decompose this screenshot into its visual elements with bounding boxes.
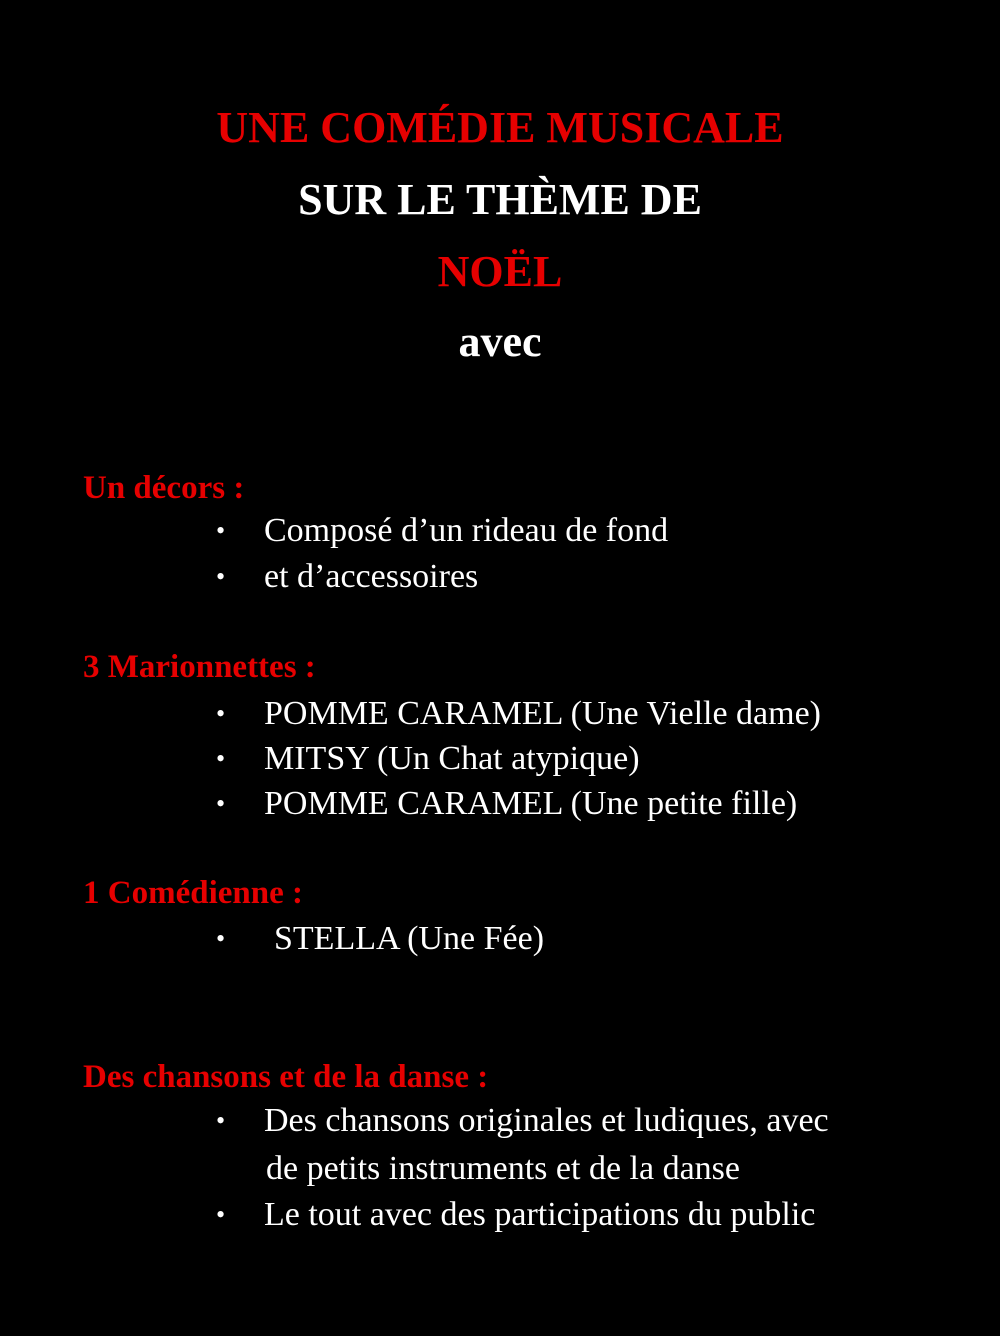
bullet-icon: • xyxy=(216,699,226,728)
bullet-icon: • xyxy=(216,1106,226,1135)
list-item xyxy=(0,692,1000,736)
bullet-icon: • xyxy=(216,789,226,818)
section-heading-chansons: Des chansons et de la danse : xyxy=(83,1059,489,1095)
list-item xyxy=(0,737,1000,781)
bullet-icon: • xyxy=(216,562,226,591)
list-item xyxy=(0,782,1000,826)
list-item-text: Des chansons originales et ludiques, avec xyxy=(264,1102,829,1139)
list-item-text: POMME CARAMEL (Une Vielle dame) xyxy=(264,695,821,732)
list-item xyxy=(0,509,1000,553)
list-item xyxy=(0,917,1000,961)
section-heading-comedienne: 1 Comédienne : xyxy=(83,875,303,911)
list-item-text: STELLA (Une Fée) xyxy=(274,920,545,957)
bullet-icon: • xyxy=(216,744,226,773)
bullet-icon: • xyxy=(216,924,226,953)
list-item-text: et d’accessoires xyxy=(264,558,479,595)
title-line-3: NOËL xyxy=(437,247,563,296)
title-line-2: SUR LE THÈME DE xyxy=(298,175,702,224)
list-item-text: POMME CARAMEL (Une petite fille) xyxy=(264,785,798,822)
section-heading-marionnettes: 3 Marionnettes : xyxy=(83,649,316,685)
list-item xyxy=(0,1099,1000,1143)
bullet-icon: • xyxy=(216,516,226,545)
list-item-continuation: de petits instruments et de la danse xyxy=(266,1150,740,1187)
list-item-text: Le tout avec des participations du public xyxy=(264,1196,816,1233)
list-item-text: Composé d’un rideau de fond xyxy=(264,512,669,549)
title-line-1: UNE COMÉDIE MUSICALE xyxy=(216,103,784,152)
section-heading-decor: Un décors : xyxy=(83,470,245,506)
list-item-text: MITSY (Un Chat atypique) xyxy=(264,740,640,777)
title-line-4: avec xyxy=(458,317,542,366)
list-item xyxy=(0,555,1000,599)
bullet-icon: • xyxy=(216,1200,226,1229)
list-item xyxy=(0,1193,1000,1237)
